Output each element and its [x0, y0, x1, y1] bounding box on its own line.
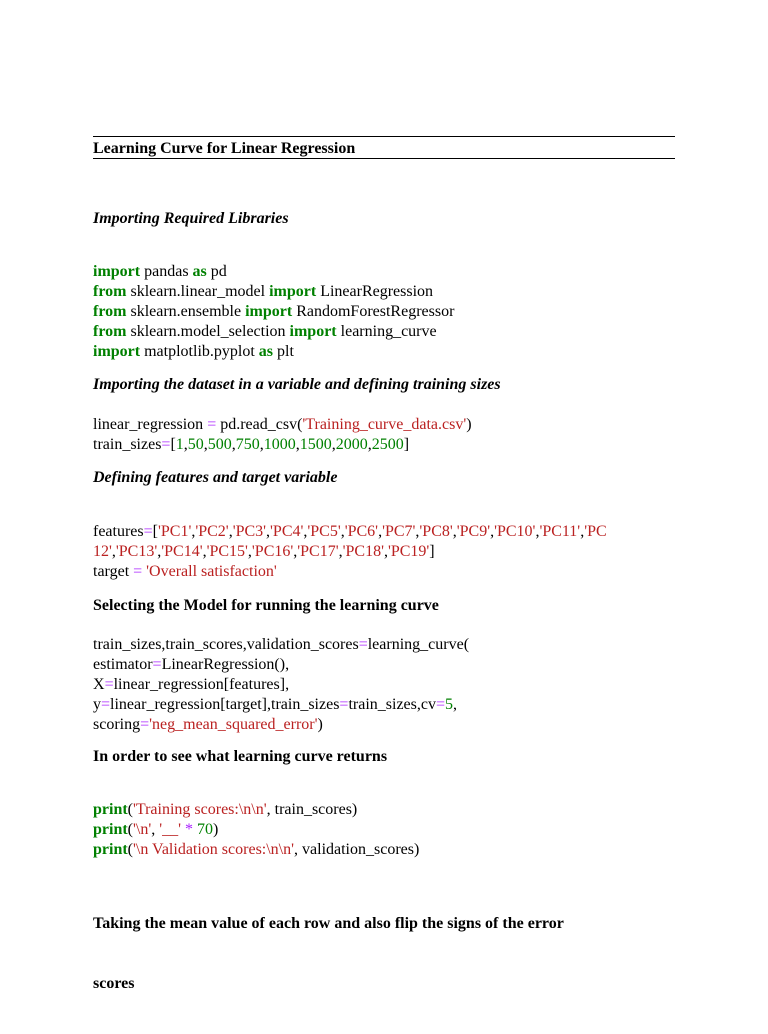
code-text: ,	[340, 523, 345, 540]
code-line	[93, 655, 693, 675]
code-line	[93, 262, 693, 282]
code-text: y	[93, 696, 101, 713]
code-keyword: as	[258, 343, 274, 360]
code-text: ,	[259, 436, 264, 453]
code-text: pd	[206, 263, 227, 280]
code-block-dataset	[93, 415, 693, 455]
code-line	[93, 800, 693, 820]
code-block-features	[93, 522, 693, 582]
heading-mean	[93, 874, 693, 1034]
code-line	[93, 675, 693, 695]
code-text: LinearRegression(),	[161, 656, 290, 673]
code-operator: *	[184, 821, 193, 838]
heading-dataset: Importing the dataset in a variable and defining training sizes	[93, 376, 501, 393]
code-text: ,	[151, 821, 160, 838]
code-text: learning_curve	[336, 323, 437, 340]
heading-returns: In order to see what learning curve returns	[93, 748, 388, 765]
code-operator: =	[358, 636, 368, 653]
code-number: 5	[445, 696, 454, 713]
code-text: ,	[378, 523, 383, 540]
code-text: ,	[303, 523, 308, 540]
code-keyword: import	[269, 283, 317, 300]
code-operator: =	[133, 563, 143, 580]
title-rule-bottom	[93, 158, 675, 159]
code-text: train_sizes	[93, 436, 162, 453]
code-text: X	[93, 676, 105, 693]
code-string: 'PC17'	[297, 543, 339, 560]
code-text: train_sizes,train_scores,validation_scores	[93, 636, 359, 653]
code-keyword: print	[93, 821, 128, 838]
code-keyword: import	[245, 303, 293, 320]
page-title: Learning Curve for Linear Regression	[93, 140, 356, 157]
code-text: sklearn.ensemble	[126, 303, 246, 320]
code-text: estimator	[93, 656, 153, 673]
code-text: plt	[273, 343, 294, 360]
code-keyword: from	[93, 323, 127, 340]
code-keyword: import	[289, 323, 337, 340]
code-operator: =	[207, 416, 217, 433]
code-text: ]	[429, 543, 435, 560]
code-line	[93, 840, 693, 860]
heading-mean-line-1: Taking the mean value of each row and also flip the signs of the error	[93, 915, 564, 932]
code-line	[93, 820, 693, 840]
code-keyword: from	[93, 303, 127, 320]
code-string: '\n Validation scores:\n\n'	[133, 841, 295, 858]
code-text: )	[317, 716, 323, 733]
code-line	[93, 562, 693, 582]
code-line	[93, 302, 693, 322]
code-string: 'PC3'	[232, 523, 267, 540]
code-text: sklearn.model_selection	[126, 323, 290, 340]
code-text: ,	[490, 523, 495, 540]
code-string: 'PC4'	[270, 523, 304, 540]
code-line	[93, 542, 693, 562]
code-text: sklearn.linear_model	[126, 283, 270, 300]
code-text: ,	[228, 523, 233, 540]
code-line	[93, 715, 693, 735]
code-number: 2500	[371, 436, 404, 453]
code-block-returns	[93, 800, 693, 860]
code-keyword: import	[93, 343, 141, 360]
code-number: 1500	[299, 436, 332, 453]
title-rule-top	[93, 136, 675, 137]
code-text: ,	[191, 523, 196, 540]
heading-model: Selecting the Model for running the learning curve	[93, 597, 439, 614]
code-string: 'PC18'	[342, 543, 384, 560]
code-keyword: from	[93, 283, 127, 300]
code-text: pd.read_csv(	[216, 416, 303, 433]
code-text: RandomForestRegressor	[292, 303, 455, 320]
code-string: 'PC19'	[387, 543, 430, 560]
code-text: ]	[403, 436, 410, 453]
code-text: ,	[266, 523, 271, 540]
code-string: 'PC15'	[206, 543, 248, 560]
code-text: ,	[293, 543, 298, 560]
code-text: ,	[203, 436, 208, 453]
code-text: ,	[183, 436, 188, 453]
code-text: (	[127, 821, 133, 838]
code-text: ,	[247, 543, 252, 560]
code-text: ,	[202, 543, 207, 560]
code-text: features	[93, 523, 144, 540]
code-operator: =	[161, 436, 171, 453]
code-text: ,	[383, 543, 388, 560]
code-keyword: import	[93, 263, 141, 280]
code-text: ,	[452, 523, 457, 540]
code-text: pandas	[140, 263, 193, 280]
code-string: 'PC13'	[115, 543, 158, 560]
code-number: 1	[175, 436, 184, 453]
code-text: matplotlib.pyplot	[140, 343, 259, 360]
code-text: train_sizes,cv	[348, 696, 436, 713]
code-keyword: as	[192, 263, 207, 280]
code-text: linear_regression[target],train_sizes	[110, 696, 340, 713]
code-text: , validation_scores)	[294, 841, 420, 858]
code-number: 750	[235, 436, 260, 453]
code-text: ,	[295, 436, 300, 453]
code-block-imports	[93, 262, 693, 362]
code-operator: =	[101, 696, 111, 713]
code-string: 'neg_mean_squared_error'	[149, 716, 318, 733]
code-string: 'Overall satisfaction'	[146, 563, 277, 580]
code-string: 'PC2'	[195, 523, 229, 540]
code-line	[93, 282, 693, 302]
code-operator: =	[152, 656, 162, 673]
code-string: 'PC8'	[419, 523, 453, 540]
code-string: 'PC11'	[539, 523, 581, 540]
code-operator: =	[104, 676, 114, 693]
code-operator: =	[140, 716, 150, 733]
code-text: ,	[415, 523, 420, 540]
code-string: 'PC9'	[456, 523, 491, 540]
code-line	[93, 635, 693, 655]
code-string: 'PC16'	[251, 543, 294, 560]
code-line	[93, 522, 693, 542]
code-text: ,	[111, 543, 116, 560]
code-text: ,	[453, 696, 458, 713]
heading-imports: Importing Required Libraries	[93, 210, 289, 227]
code-string: 'PC10'	[494, 523, 536, 540]
code-operator: =	[339, 696, 349, 713]
code-text: LinearRegression	[316, 283, 434, 300]
code-text: ,	[338, 543, 343, 560]
code-text: linear_regression[features],	[113, 676, 290, 693]
code-text: [	[152, 523, 158, 540]
code-text: ,	[331, 436, 336, 453]
code-string: 'PC	[584, 523, 607, 540]
code-string: 'PC6'	[344, 523, 379, 540]
code-operator: =	[435, 696, 446, 713]
code-number: 1000	[263, 436, 296, 453]
code-string: 'Training_curve_data.csv'	[302, 416, 467, 433]
code-text: ,	[367, 436, 372, 453]
code-number: 2000	[335, 436, 368, 453]
code-string: 'Training scores:\n\n'	[133, 801, 267, 818]
code-text: (	[127, 801, 133, 818]
code-keyword: print	[93, 801, 128, 818]
code-text: [	[170, 436, 176, 453]
code-keyword: print	[93, 841, 128, 858]
code-string: '\n'	[133, 821, 152, 838]
code-text: ,	[535, 523, 540, 540]
code-text: learning_curve(	[367, 636, 470, 653]
code-text: target	[93, 563, 134, 580]
code-number: 70	[196, 821, 213, 838]
code-string: 'PC5'	[307, 523, 341, 540]
code-text: (	[127, 841, 133, 858]
code-text: )	[466, 416, 472, 433]
code-number: 50	[187, 436, 204, 453]
heading-mean-line-2: scores	[93, 975, 135, 992]
code-string: '__'	[159, 821, 181, 838]
code-text: , train_scores)	[266, 801, 358, 818]
code-text: ,	[157, 543, 162, 560]
heading-features: Defining features and target variable	[93, 469, 338, 486]
code-text: ,	[580, 523, 585, 540]
code-string: 'PC1'	[158, 523, 192, 540]
code-text: ,	[231, 436, 236, 453]
code-operator: =	[143, 523, 153, 540]
code-line	[93, 342, 693, 362]
code-number: 500	[207, 436, 232, 453]
code-block-model	[93, 635, 693, 735]
code-text: linear_regression	[93, 416, 208, 433]
code-line	[93, 435, 693, 455]
code-line	[93, 695, 693, 715]
code-line	[93, 322, 693, 342]
code-string: 'PC14'	[161, 543, 203, 560]
code-text: )	[212, 821, 219, 838]
code-string: 12'	[93, 543, 112, 560]
code-line	[93, 415, 693, 435]
code-string: 'PC7'	[382, 523, 416, 540]
code-text: scoring	[93, 716, 141, 733]
